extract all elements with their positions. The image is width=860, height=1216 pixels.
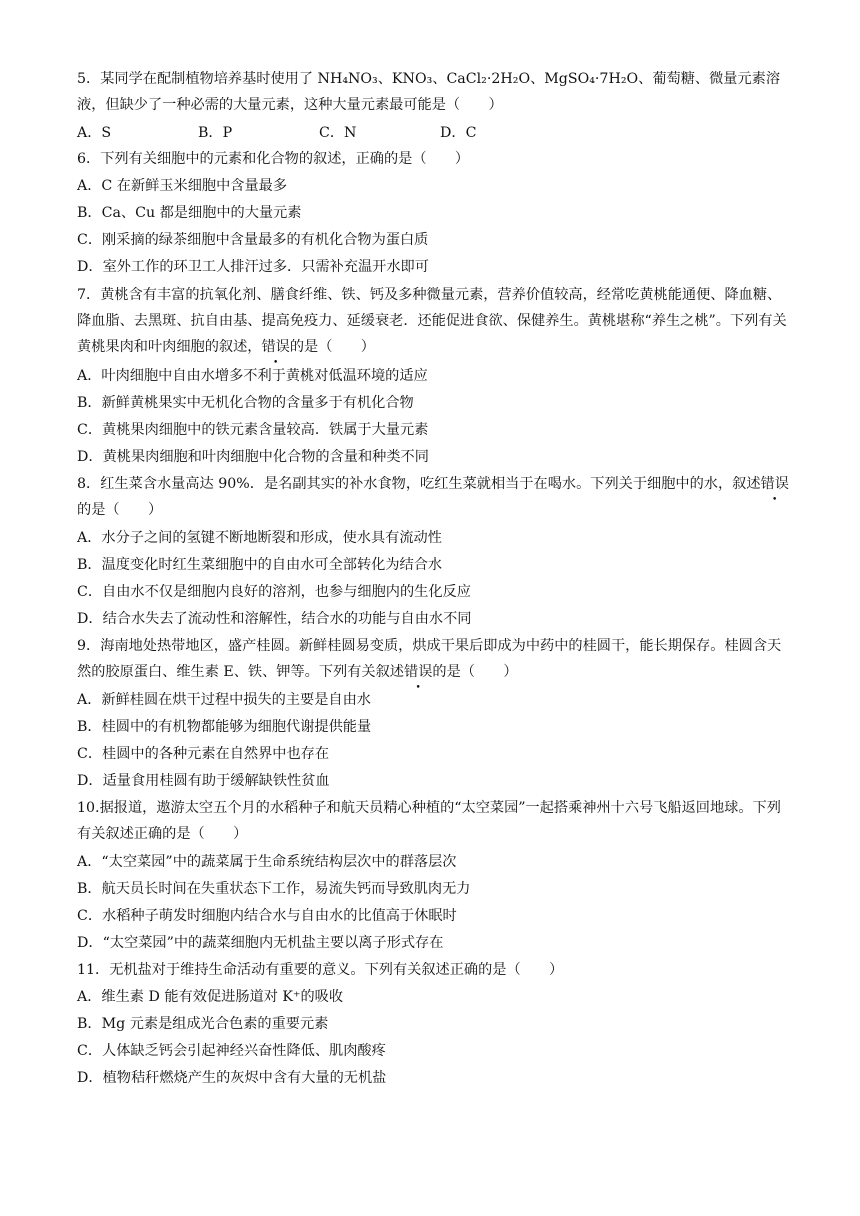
question-8-stem bbox=[77, 471, 789, 523]
question-7-option-a: A．叶肉细胞中自由水增多不利于黄桃对低温环境的适应 bbox=[77, 368, 428, 384]
question-8-stem-tail: 的是（ ） bbox=[77, 502, 163, 518]
question-7-option-c: C．黄桃果肉细胞中的铁元素含量较高．铁属于大量元素 bbox=[77, 422, 429, 438]
question-9-option-c: C．桂圆中的各种元素在自然界中也存在 bbox=[77, 746, 330, 762]
question-8-option-d: D．结合水失去了流动性和溶解性，结合水的功能与自由水不同 bbox=[77, 611, 472, 627]
question-10-option-a: A．“太空菜园”中的蔬菜属于生命系统结构层次中的群落层次 bbox=[77, 854, 457, 870]
question-9-option-a: A．新鲜桂圆在烘干过程中损失的主要是自由水 bbox=[77, 692, 371, 708]
question-7-stem-text: 7．黄桃含有丰富的抗氧化剂、膳食纤维、铁、钙及多种微量元素，营养价值较高，经常吃黄桃能通便、降血糖、降血脂、去黑斑、抗自由基、提高免疫力、延缓衰老．还能促进食欲、保健养生。黄桃堪称“养生之桃”。下列有关黄桃果肉和叶肉细胞的叙述， bbox=[77, 287, 787, 355]
option-a: A．S bbox=[77, 125, 112, 141]
question-11-option-a: A．维生素 D 能有效促进肠道对 K⁺的吸收 bbox=[77, 989, 344, 1005]
question-8-option-a: A．水分子之间的氢键不断地断裂和形成，使水具有流动性 bbox=[77, 530, 442, 546]
question-7-stem-tail: 的是（ ） bbox=[289, 339, 375, 355]
emphasis-mark: 错误 bbox=[261, 339, 290, 355]
question-7-option-b: B．新鲜黄桃果实中无机化合物的含量多于有机化合物 bbox=[77, 395, 414, 411]
question-6-option-b: B．Ca、Cu 都是细胞中的大量元素 bbox=[77, 205, 302, 221]
question-10-stem: 10.据报道，遨游太空五个月的水稻种子和航天员精心种植的“太空菜园”一起搭乘神州十六号飞船返回地球。下列有关叙述正确的是（ ） bbox=[77, 800, 781, 842]
question-6-option-c: C．刚采摘的绿茶细胞中含量最多的有机化合物为蛋白质 bbox=[77, 232, 429, 248]
question-7-option-d: D．黄桃果肉细胞和叶肉细胞中化合物的含量和种类不同 bbox=[77, 449, 429, 465]
option-d: D．C bbox=[440, 125, 477, 141]
question-10-option-d: D．“太空菜园”中的蔬菜细胞内无机盐主要以离子形式存在 bbox=[77, 935, 444, 951]
question-5-options bbox=[77, 120, 476, 146]
question-9-option-d: D．适量食用桂圆有助于缓解缺铁性贫血 bbox=[77, 773, 330, 789]
question-9-stem-tail: 的是（ ） bbox=[432, 664, 518, 680]
question-11-option-c: C．人体缺乏钙会引起神经兴奋性降低、肌肉酸疼 bbox=[77, 1043, 386, 1059]
question-5-stem: 5．某同学在配制植物培养基时使用了 NH₄NO₃、KNO₃、CaCl₂·2H₂O、MgSO₄·7H₂O、葡萄糖、微量元素溶液，但缺少了一种必需的大量元素，这种大量元素最可能是（ ） bbox=[77, 71, 781, 113]
question-11-stem: 11．无机盐对于维持生命活动有重要的意义。下列有关叙述正确的是（ ） bbox=[77, 962, 564, 978]
question-6-option-a: A．C 在新鲜玉米细胞中含量最多 bbox=[77, 178, 288, 194]
option-b: B．P bbox=[198, 125, 233, 141]
question-9-stem-text: 9．海南地处热带地区，盛产桂圆。新鲜桂圆易变质，烘成干果后即成为中药中的桂圆干，能长期保存。桂圆含天然的胶原蛋白、维生素 E、铁、钾等。下列有关叙述 bbox=[77, 638, 782, 680]
question-9-option-b: B．桂圆中的有机物都能够为细胞代谢提供能量 bbox=[77, 719, 372, 735]
question-11-option-b: B．Mg 元素是组成光合色素的重要元素 bbox=[77, 1016, 329, 1032]
question-10-option-b: B．航天员长时间在失重状态下工作，易流失钙而导致肌肉无力 bbox=[77, 881, 471, 897]
question-11-option-d: D．植物秸秆燃烧产生的灰烬中含有大量的无机盐 bbox=[77, 1070, 387, 1086]
question-8-stem-text: 8．红生菜含水量高达 90%．是名副其实的补水食物，吃红生菜就相当于在喝水。下列关于细胞中的水，叙述 bbox=[77, 476, 761, 492]
question-9-stem bbox=[77, 633, 789, 685]
emphasis-mark: 错误 bbox=[404, 664, 433, 680]
question-8-option-c: C．自由水不仅是细胞内良好的溶剂，也参与细胞内的生化反应 bbox=[77, 584, 471, 600]
question-8-option-b: B．温度变化时红生菜细胞中的自由水可全部转化为结合水 bbox=[77, 557, 443, 573]
question-10-option-c: C．水稻种子萌发时细胞内结合水与自由水的比值高于休眠时 bbox=[77, 908, 457, 924]
question-6-stem: 6．下列有关细胞中的元素和化合物的叙述，正确的是（ ） bbox=[77, 151, 470, 167]
option-c: C．N bbox=[319, 125, 357, 141]
question-7-stem bbox=[77, 282, 789, 360]
question-6-option-d: D．室外工作的环卫工人排汗过多．只需补充温开水即可 bbox=[77, 259, 429, 275]
emphasis-mark: 错误 bbox=[760, 476, 789, 492]
